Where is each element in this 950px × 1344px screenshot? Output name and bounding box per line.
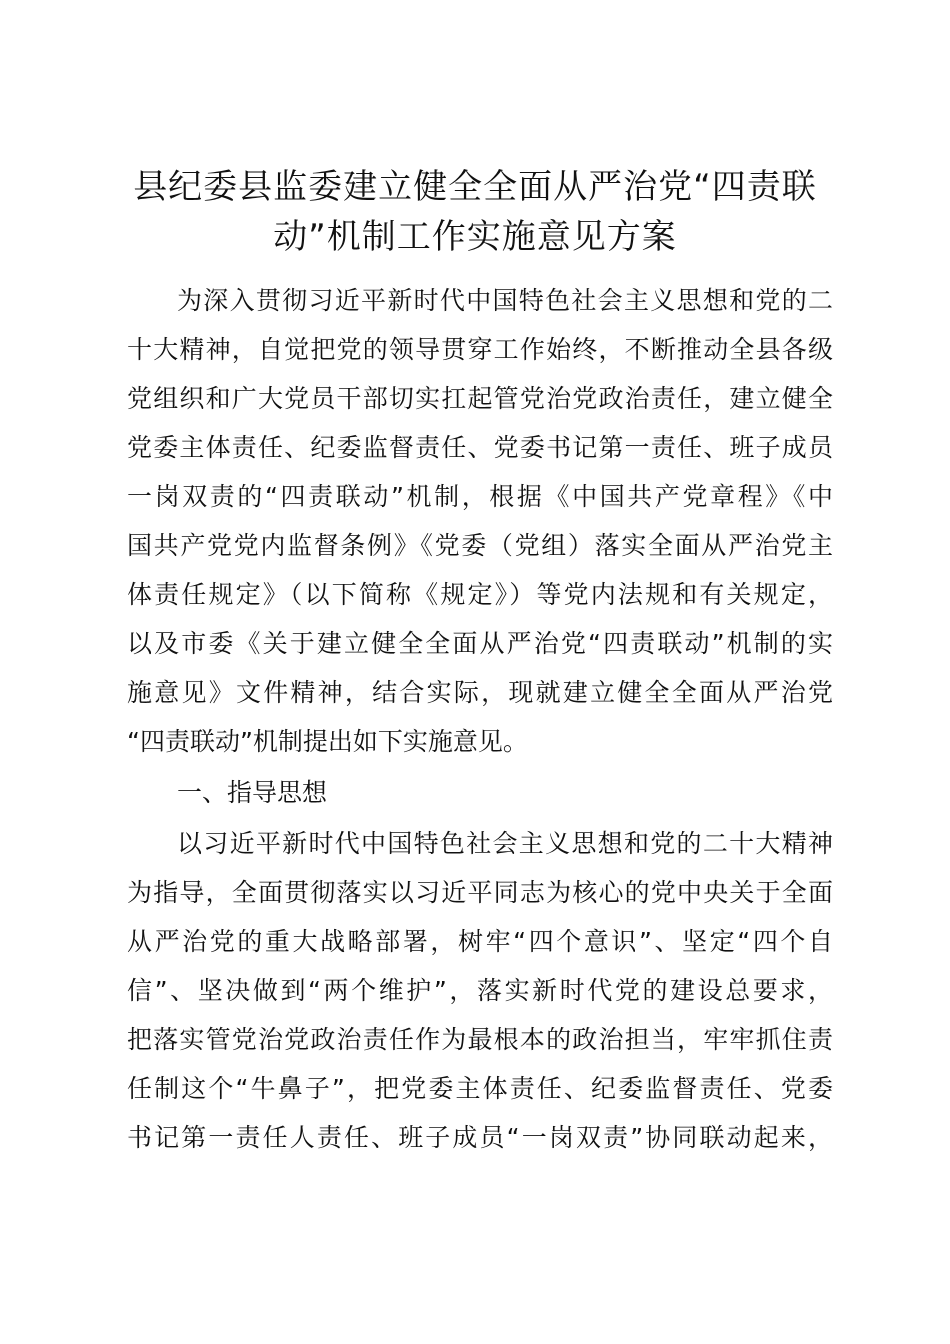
section-heading: 一、指导思想 [177,778,328,807]
paragraph-line: 为指导，全面贯彻落实以习近平同志为核心的党中央关于全面 [127,878,833,907]
paragraph-line: 以及市委《关于建立健全全面从严治党“四责联动”机制的实 [127,629,833,658]
paragraph-line: 书记第一责任人责任、班子成员“一岗双责”协同联动起来， [127,1123,833,1152]
paragraph-line: 信”、坚决做到“两个维护”，落实新时代党的建设总要求， [127,976,833,1005]
paragraph-line: 任制这个“牛鼻子”，把党委主体责任、纪委监督责任、党委 [127,1074,833,1103]
document-title [110,162,840,262]
paragraph-line: 体责任规定》（以下简称《规定》）等党内法规和有关规定， [127,580,833,609]
paragraph-line: 施意见》文件精神，结合实际，现就建立健全全面从严治党 [127,678,833,707]
document-body [127,276,833,1162]
paragraph-line: 从严治党的重大战略部署，树牢“四个意识”、坚定“四个自 [127,927,833,956]
paragraph-line: 把落实管党治党政治责任作为最根本的政治担当，牢牢抓住责 [127,1025,833,1054]
intro-paragraph [127,276,833,766]
title-line-1: 县纪委县监委建立健全全面从严治党“四责联 [133,167,817,207]
paragraph-line: 党委主体责任、纪委监督责任、党委书记第一责任、班子成员 [127,433,833,462]
title-line-2: 动”机制工作实施意见方案 [273,217,677,257]
paragraph-line: 以习近平新时代中国特色社会主义思想和党的二十大精神 [177,829,833,858]
paragraph-line: “四责联动”机制提出如下实施意见。 [127,727,528,756]
paragraph-line: 国共产党党内监督条例》《党委（党组）落实全面从严治党主 [127,531,833,560]
paragraph-line: 一岗双责的“四责联动”机制，根据《中国共产党章程》《中 [127,482,833,511]
paragraph-line: 十大精神，自觉把党的领导贯穿工作始终，不断推动全县各级 [127,335,833,364]
section-paragraph [127,819,833,1162]
paragraph-line: 党组织和广大党员干部切实扛起管党治党政治责任，建立健全 [127,384,833,413]
paragraph-line: 为深入贯彻习近平新时代中国特色社会主义思想和党的二 [177,286,833,315]
